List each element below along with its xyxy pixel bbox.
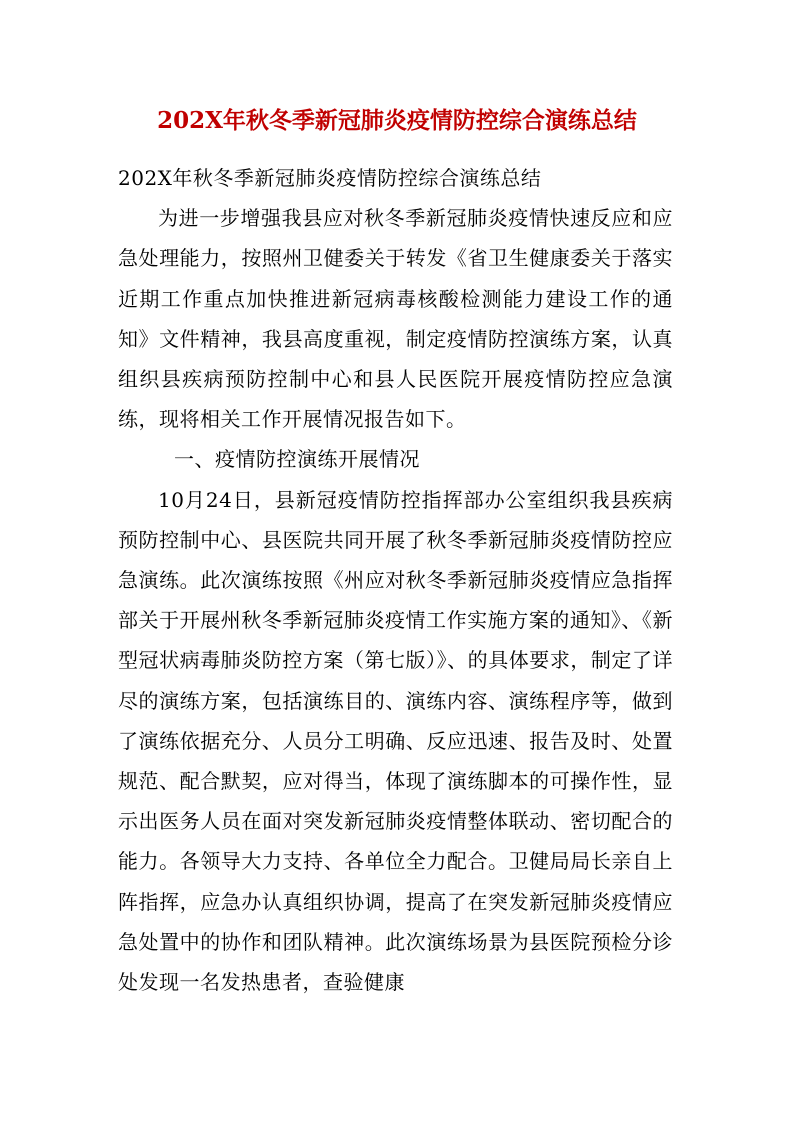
- document-title: 202X年秋冬季新冠肺炎疫情防控综合演练总结: [157, 107, 637, 134]
- section-paragraph: 10月24日，县新冠疫情防控指挥部办公室组织我县疾病预防控制中心、县医院共同开展了秋冬季新冠肺炎疫情防控应急演练。此次演练按照《州应对秋冬季新冠肺炎疫情应急指挥部关于开展州秋冬季新冠肺炎疫情工作实施方案的通知》、《新型冠状病毒肺炎防控方案（第七版）》、的具体要求，制定了详尽的演练方案，包括演练目的、演练内容、演练程序等，做到了演练依据充分、人员分工明确、反应迅速、报告及时、处置规范、配合默契，应对得当，体现了演练脚本的可操作性，显示出医务人员在面对突发新冠肺炎疫情整体联动、密切配合的能力。各领导大力支持、各单位全力配合。卫健局局长亲自上阵指挥，应急办认真组织协调，提高了在突发新冠肺炎疫情应急处置中的协作和团队精神。此次演练场景为县医院预检分诊处发现一名发热患者，查验健康: [118, 487, 673, 995]
- intro-paragraph: 为进一步增强我县应对秋冬季新冠肺炎疫情快速反应和应急处理能力，按照州卫健委关于转发《省卫生健康委关于落实近期工作重点加快推进新冠病毒核酸检测能力建设工作的通知》文件精神，我县高度重视，制定疫情防控演练方案，认真组织县疾病预防控制中心和县人民医院开展疫情防控应急演练，现将相关工作开展情况报告如下。: [118, 206, 673, 432]
- document-subtitle: 202X年秋冬季新冠肺炎疫情防控综合演练总结: [118, 166, 542, 190]
- section-heading: 一、疫情防控演练开展情况: [174, 447, 420, 472]
- document-body: [118, 158, 673, 1002]
